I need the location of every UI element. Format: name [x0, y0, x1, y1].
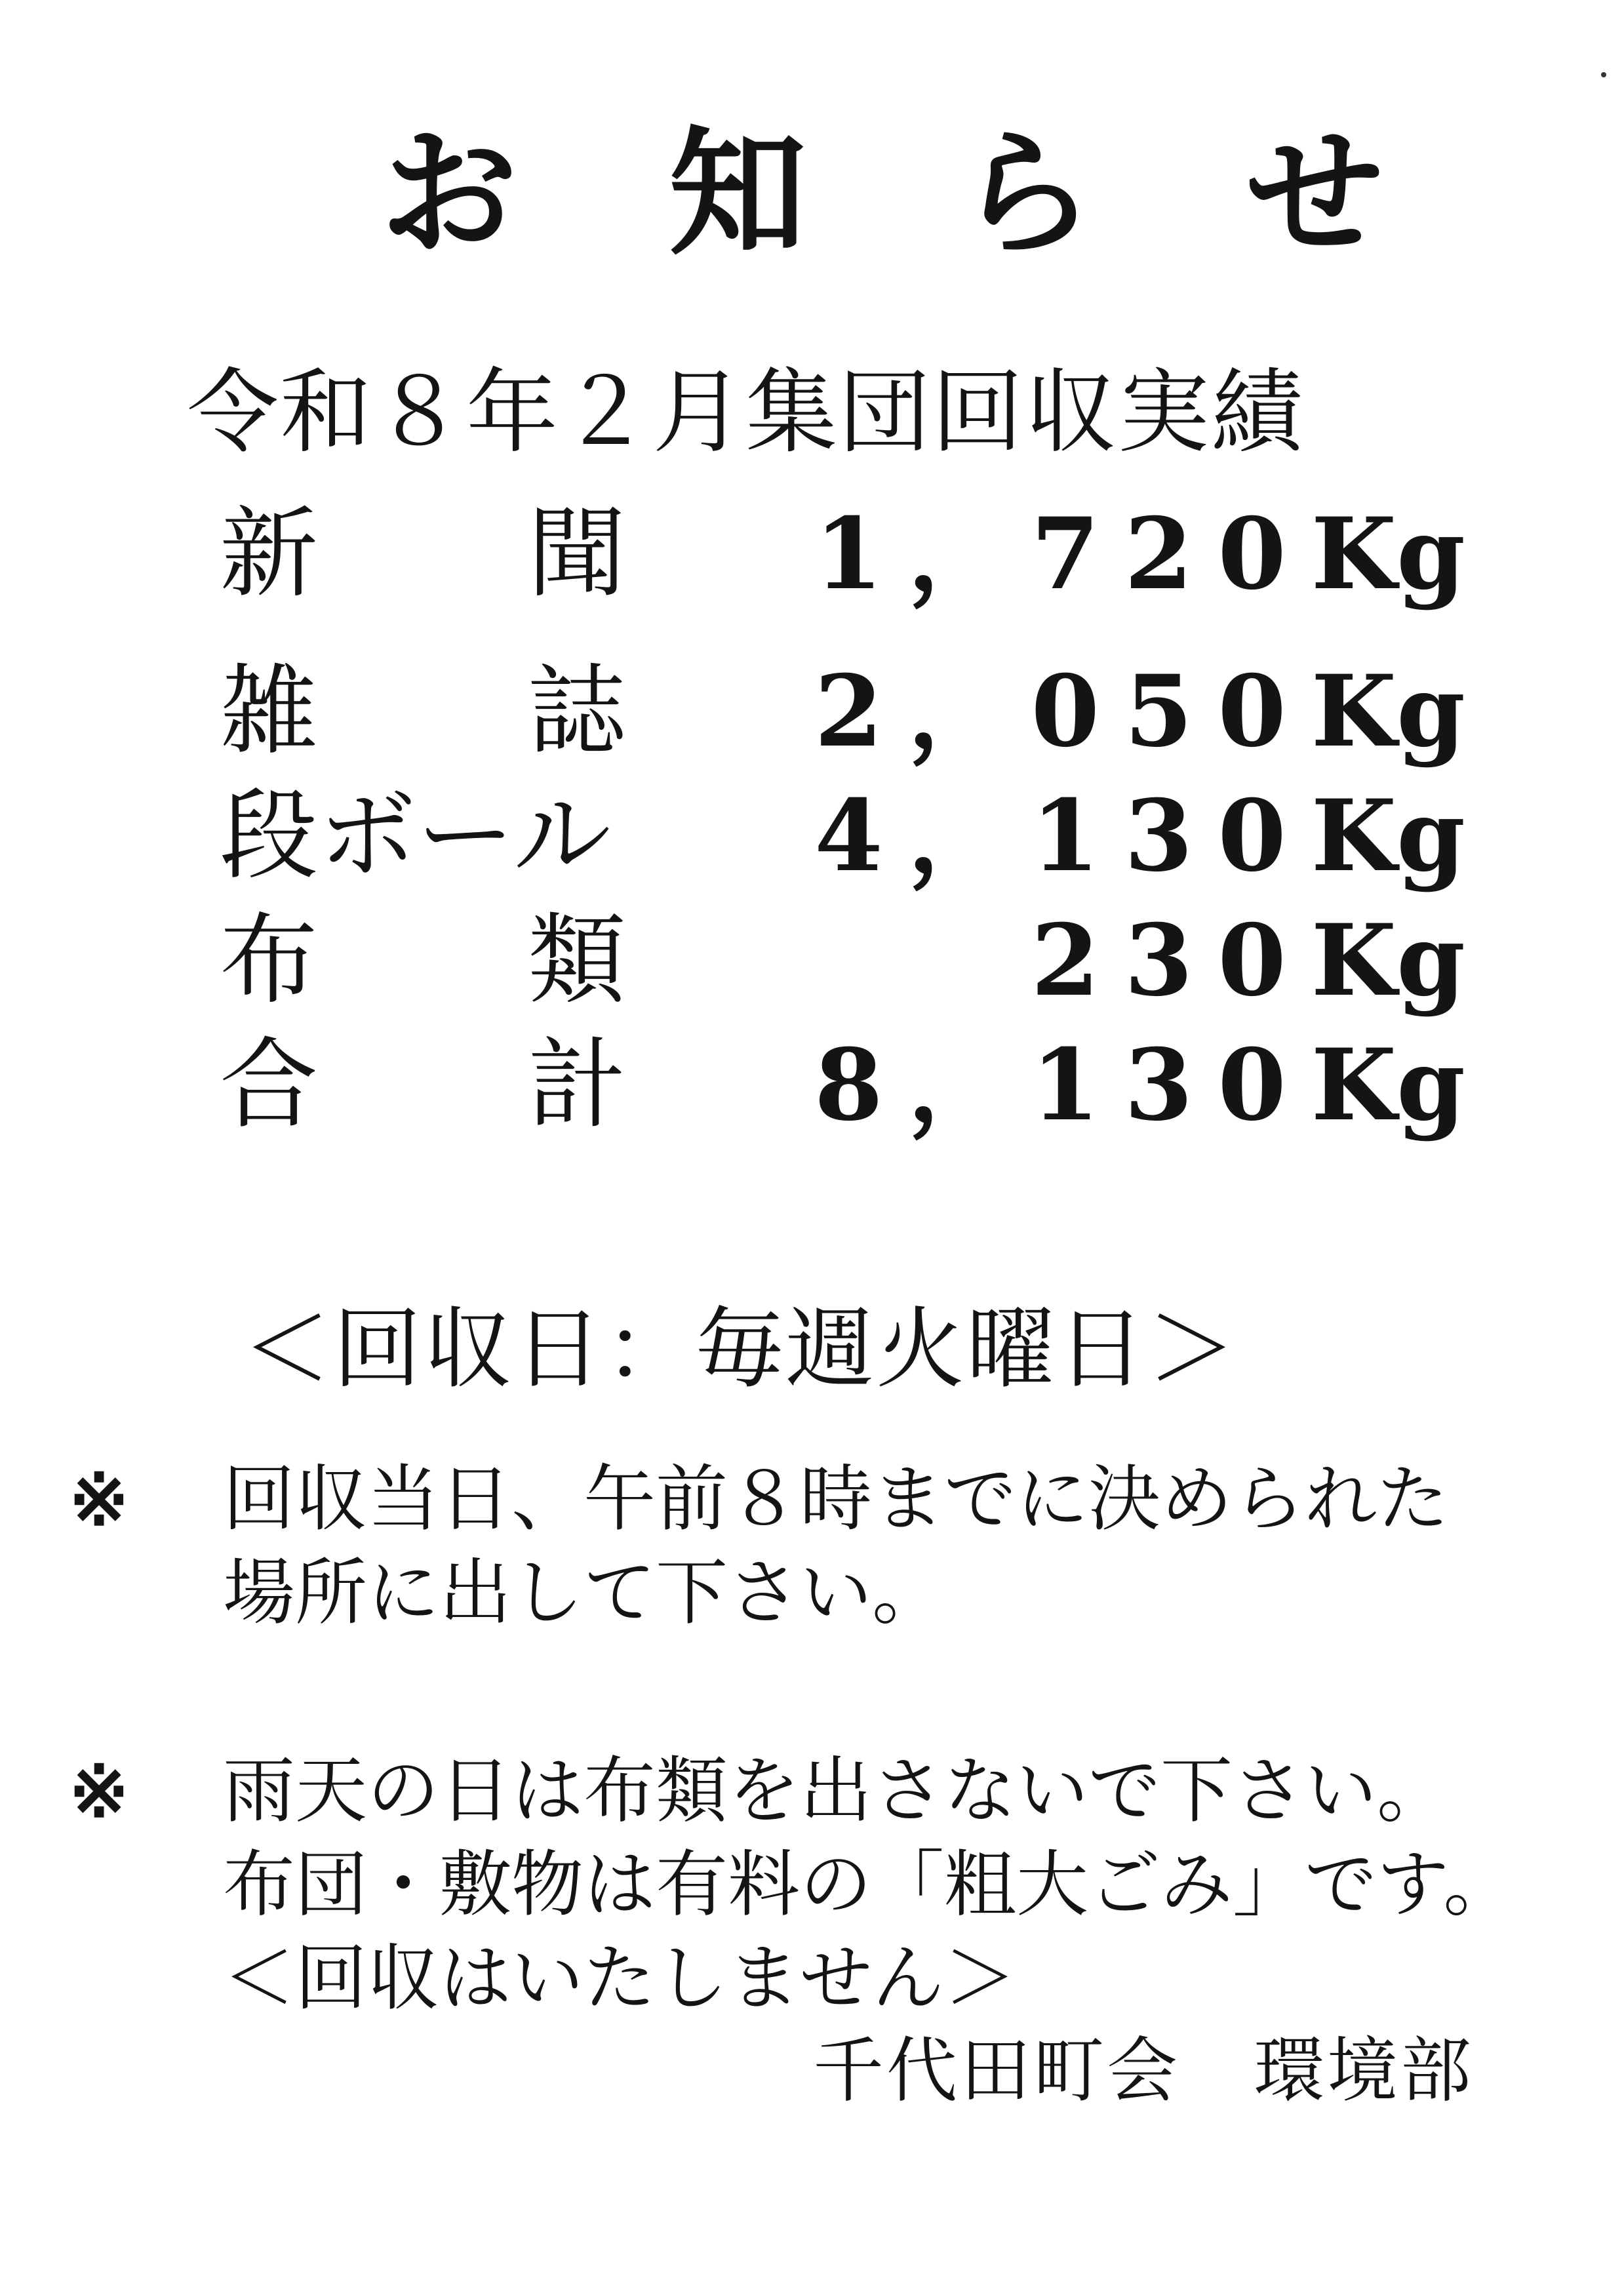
row-label: [220, 1028, 626, 1142]
row-label-part: 類: [527, 904, 626, 1018]
row-amount: [814, 654, 1465, 769]
scan-speck: [1601, 72, 1606, 77]
row-amount: [814, 778, 1465, 894]
notice-subtitle: 令和８年２月集団回収実績: [187, 359, 1305, 466]
row-amount: [1031, 903, 1465, 1018]
note-line: 雨天の日は布類を出さないで下さい。: [223, 1749, 1449, 1833]
row-label-part: 計: [527, 1028, 626, 1142]
row-label-part: 布: [220, 904, 319, 1018]
row-amount: [814, 1028, 1465, 1143]
row-label: [220, 779, 626, 893]
row-amount: [814, 496, 1465, 612]
result-row-cloth: [220, 903, 1465, 1023]
amount-unit: Kg: [1311, 654, 1465, 769]
row-label-part: 誌: [527, 654, 626, 768]
amount-unit: Kg: [1311, 903, 1465, 1018]
row-label-part: 雑: [220, 654, 319, 768]
note-line: 布団・敷物は有料の「粗大ごみ」です。: [223, 1843, 1516, 1926]
note-text: [223, 1744, 1560, 2026]
note-line: 場所に出して下さい。: [223, 1551, 944, 1635]
amount-number: 230: [1031, 903, 1311, 1018]
amount-unit: Kg: [1311, 496, 1465, 612]
collection-schedule: ＜回収日：毎週火曜日＞: [243, 1298, 1238, 1401]
result-row-magazine: [220, 654, 1465, 774]
result-row-total: [220, 1028, 1465, 1148]
row-label-part: 合: [220, 1028, 319, 1142]
row-label: [220, 904, 626, 1018]
note-line: ＜回収はいたしません＞: [223, 1936, 1016, 2020]
amount-number: 1，720: [814, 496, 1311, 612]
result-row-newspaper: [220, 496, 1465, 616]
row-label: [220, 654, 626, 768]
amount-number: 8，130: [814, 1028, 1311, 1143]
note-text: [223, 1452, 1560, 1640]
amount-number: 2，050: [814, 654, 1311, 769]
row-label-part: 聞: [527, 497, 626, 611]
row-label-part: 段ボール: [220, 779, 612, 893]
row-label: [220, 497, 626, 611]
row-label-part: 新: [220, 497, 319, 611]
amount-unit: Kg: [1311, 778, 1465, 894]
reference-mark-icon: ※: [69, 1457, 130, 1542]
notice-title: お 知 ら せ: [380, 112, 1391, 274]
note-line: 回収当日、午前８時までに決められた: [223, 1457, 1449, 1541]
amount-number: 4，130: [814, 778, 1311, 894]
amount-unit: Kg: [1311, 1028, 1465, 1143]
result-row-cardboard: [220, 778, 1465, 898]
reference-mark-icon: ※: [69, 1749, 130, 1833]
signature: 千代田町会 環境部: [813, 2030, 1475, 2112]
